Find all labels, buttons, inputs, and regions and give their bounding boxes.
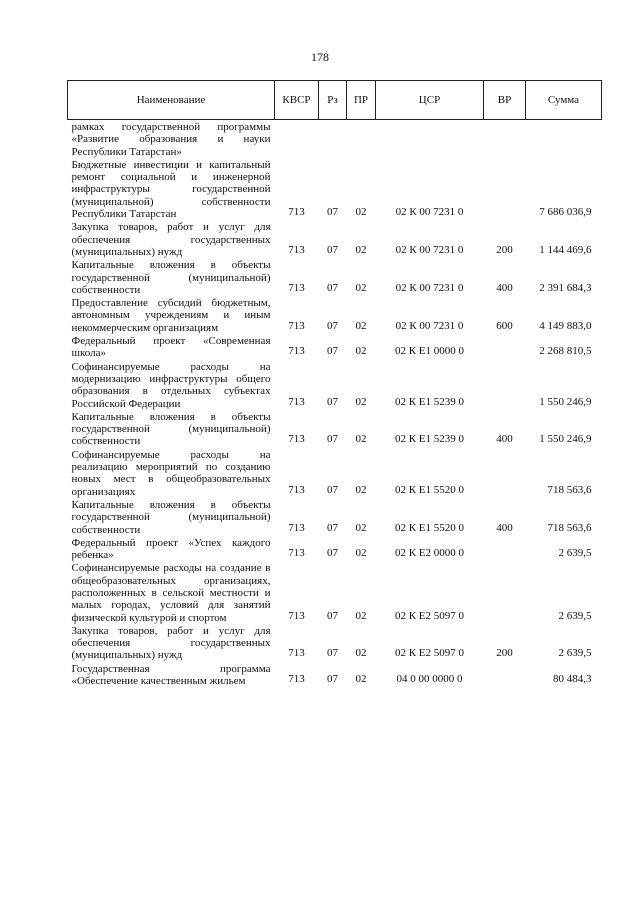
row-csr: 02 К Е1 5520 0 [394,521,465,534]
row-pr: 02 [355,647,367,660]
row-pr: 02 [355,547,367,560]
row-rz: 07 [327,281,338,294]
row-pr: 02 [355,521,367,534]
row-name: Капитальные вложения в объекты государственной (муниципальной) собственности [71,498,271,536]
table-row [68,410,602,448]
row-vr [484,662,526,688]
table-row [68,334,602,360]
header-vr: ВР [484,81,526,120]
row-csr: 02 К Е1 5239 0 [394,433,465,446]
budget-table [67,80,602,687]
row-pr: 02 [355,319,367,332]
row-name: Государственная программа «Обеспечение качественным жильем [71,662,271,688]
row-pr: 02 [355,673,367,686]
row-sum: 4 149 883,0 [539,319,592,332]
row-sum: 718 563,6 [547,483,592,496]
row-kvsr: 713 [288,433,305,446]
row-kvsr: 713 [288,483,305,496]
table-row [68,498,602,536]
header-sum: Сумма [526,81,602,120]
row-kvsr: 713 [288,243,305,256]
row-sum: 1 550 246,9 [539,433,592,446]
row-vr: 400 [496,521,513,534]
row-vr [484,448,526,498]
header-rz: Рз [319,81,347,120]
row-rz: 07 [327,521,338,534]
row-csr: 02 К Е2 0000 0 [394,547,465,560]
row-rz: 07 [327,483,338,496]
row-csr: 02 К Е1 5239 0 [394,395,465,408]
table-row [68,536,602,562]
row-vr [484,334,526,360]
row-csr: 02 К Е1 5520 0 [394,483,465,496]
row-rz: 07 [327,206,338,219]
row-rz: 07 [327,433,338,446]
page-number: 178 [311,50,329,64]
row-sum: 718 563,6 [547,521,592,534]
row-vr: 400 [496,281,513,294]
row-kvsr [275,120,319,158]
row-rz [319,120,347,158]
row-kvsr: 713 [288,345,305,358]
row-kvsr: 713 [288,319,305,332]
row-name: Федеральный проект «Успех каждого ребенка» [71,536,271,562]
row-rz: 07 [327,395,338,408]
row-pr [347,120,376,158]
row-csr: 02 К Е1 0000 0 [394,345,465,358]
row-csr: 02 К 00 7231 0 [395,206,464,219]
row-vr: 400 [496,433,513,446]
row-pr: 02 [355,395,367,408]
row-sum: 2 639,5 [558,647,592,660]
row-rz: 07 [327,243,338,256]
row-sum: 2 639,5 [558,547,592,560]
row-rz: 07 [327,345,338,358]
row-rz: 07 [327,647,338,660]
row-sum: 2 391 684,3 [539,281,592,294]
row-rz: 07 [327,547,338,560]
row-vr [484,158,526,220]
table-row [68,662,602,688]
row-sum: 80 484,3 [553,673,592,686]
header-csr: ЦСР [376,81,484,120]
row-vr: 200 [496,243,513,256]
row-vr [484,360,526,410]
table-row [68,624,602,662]
row-csr: 02 К Е2 5097 0 [394,609,465,622]
row-kvsr: 713 [288,281,305,294]
row-name: Федеральный проект «Современная школа» [71,335,271,360]
row-csr: 02 К 00 7231 0 [395,243,464,256]
row-name: Закупка товаров, работ и услуг для обеспечения государственных (муниципальных) нужд [71,624,271,662]
row-kvsr: 713 [288,647,305,660]
row-kvsr: 713 [288,521,305,534]
row-kvsr: 713 [288,547,305,560]
row-pr: 02 [355,243,367,256]
row-pr: 02 [355,433,367,446]
row-pr: 02 [355,281,367,294]
table-header [68,81,602,120]
row-name: Бюджетные инвестиции и капитальный ремонт социальной и инженерной инфраструктуры государственной (муниципальной) собственности Республики Татарстан [71,158,271,221]
row-kvsr: 713 [288,609,305,622]
row-name: Капитальные вложения в объекты государственной (муниципальной) собственности [71,259,271,296]
row-kvsr: 713 [288,206,305,219]
row-pr: 02 [355,483,367,496]
row-name: Закупка товаров, работ и услуг для обеспечения государственных (муниципальных) нужд [71,221,271,258]
row-sum: 2 268 810,5 [539,345,592,358]
row-pr: 02 [355,345,367,358]
row-sum: 1 144 469,6 [539,243,592,256]
row-name: Софинансируемые расходы на реализацию мероприятий по созданию новых мест в общеобразовательных организациях [71,448,271,498]
table-row [68,448,602,498]
table-body [68,120,602,688]
table-row [68,561,602,623]
row-vr: 600 [496,319,513,332]
row-pr: 02 [355,206,367,219]
row-sum [526,120,602,158]
row-name: рамках государственной программы «Развитие образования и науки Республики Татарстан» [71,121,271,158]
table-row [68,258,602,296]
table-row [68,360,602,410]
row-csr: 02 К 00 7231 0 [395,281,464,294]
row-vr [484,536,526,562]
header-pr: ПР [347,81,376,120]
row-vr [484,561,526,623]
row-vr: 200 [496,647,513,660]
table-row [68,158,602,220]
row-pr: 02 [355,609,367,622]
row-name: Софинансируемые расходы на создание в общеобразовательных организациях, расположенных в сельской местности и малых городах, условий для занятий физической культурой и спортом [71,562,271,624]
table-row [68,220,602,258]
row-sum: 2 639,5 [558,609,592,622]
header-name: Наименование [68,81,275,120]
row-name: Предоставление субсидий бюджетным, автономным учреждениям и иным некоммерческим организациям [71,297,271,334]
table-row [68,296,602,334]
row-sum: 1 550 246,9 [539,395,592,408]
row-rz: 07 [327,609,338,622]
row-csr: 04 0 00 0000 0 [396,673,463,686]
row-vr [484,120,526,158]
row-rz: 07 [327,673,338,686]
row-kvsr: 713 [288,673,305,686]
table-row [68,120,602,158]
row-kvsr: 713 [288,395,305,408]
row-csr: 02 К Е2 5097 0 [394,647,465,660]
row-name: Капитальные вложения в объекты государственной (муниципальной) собственности [71,410,271,448]
row-csr [376,120,484,158]
row-name: Софинансируемые расходы на модернизацию инфраструктуры общего образования в отдельных субъектах Российской Федерации [71,360,271,410]
header-kvsr: КВСР [275,81,319,120]
row-csr: 02 К 00 7231 0 [395,319,464,332]
row-sum: 7 686 036,9 [539,206,592,219]
row-rz: 07 [327,319,338,332]
